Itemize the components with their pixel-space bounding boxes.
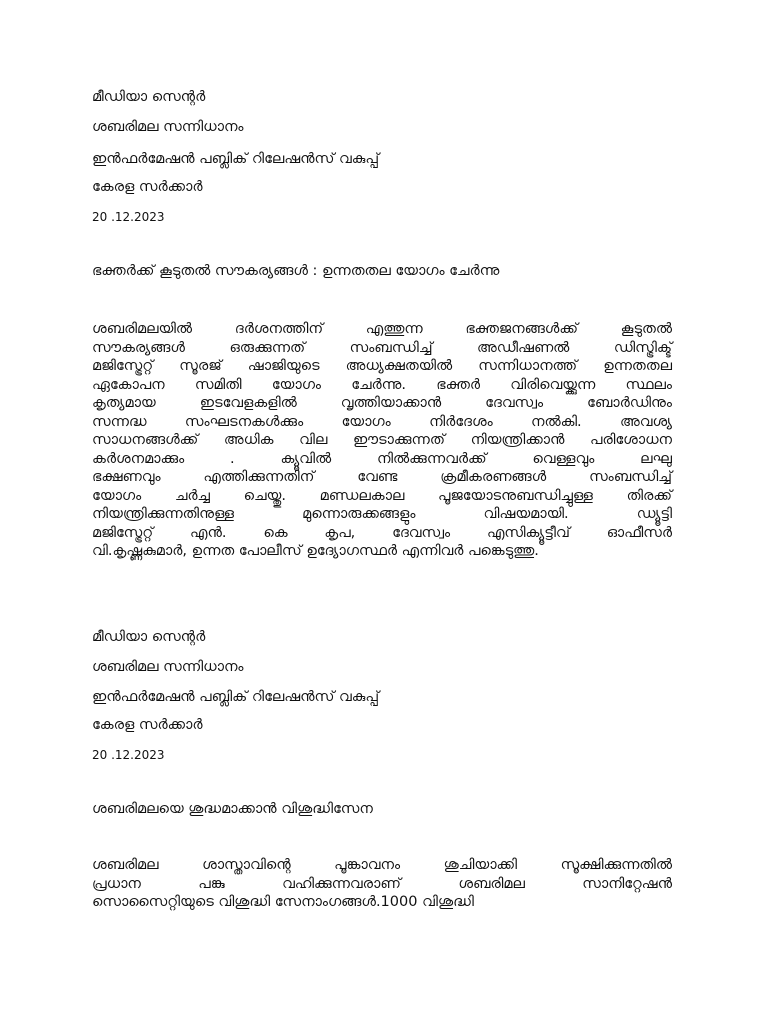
department-name: ഇൻഫർമേഷൻ പബ്ലിക് റിലേഷൻസ് വകുപ്പ്: [92, 689, 380, 705]
body-line: ശബരിമല ശാസ്താവിന്റെ പൂങ്കാവനം ശുചിയാക്കി സൂക്ഷിക്കുന്നതിൽ: [92, 857, 672, 873]
body-line: യോഗം ചർച്ച ചെയ്തു. മണ്ഡലകാല പൂജയോടനുബന്ധിച്ചുള്ള തിരക്ക്: [92, 487, 672, 504]
body-line: മജിസ്ട്രേറ്റ് സൂരജ് ഷാജിയുടെ അധ്യക്ഷതയിൽ സന്നിധാനത്ത് ഉന്നതതല: [92, 358, 672, 374]
body-line: മജിസ്ട്രേറ്റ് എൻ. കെ കൃപ, ദേവസ്വം എസിക്യൂട്ടീവ് ഓഫീസർ: [92, 524, 672, 541]
body-line: സാധനങ്ങൾക്ക് അധിക വില ഈടാക്കുന്നത് നിയന്ത്രിക്കാൻ പരിശോധന: [92, 432, 672, 448]
release-date: 20 .12.2023: [92, 748, 165, 762]
body-line: സൊസൈറ്റിയുടെ വിശുദ്ധി സേനാംഗങ്ങൾ.1000 വിശുദ്ധി: [92, 894, 474, 910]
news-headline: ശബരിമലയെ ശുദ്ധമാക്കാൻ വിശുദ്ധിസേന: [92, 801, 373, 817]
government-name: കേരള സർക്കാർ: [92, 179, 203, 195]
news-headline: ഭക്തർക്ക് കൂടുതൽ സൗകര്യങ്ങൾ : ഉന്നതതല യോഗം ചേർന്നു: [92, 263, 500, 279]
body-line: ഏകോപന സമിതി യോഗം ചേർന്നു. ഭക്തർ വിരിവെയ്ക്കുന്ന സ്ഥലം: [92, 376, 672, 393]
body-line: ഭക്ഷണവും എത്തിക്കുന്നതിന് വേണ്ട ക്രമീകരണങ്ങൾ സംബന്ധിച്ച്: [92, 469, 672, 485]
office-name: മീഡിയാ സെന്റർ: [92, 89, 206, 105]
office-location: ശബരിമല സന്നിധാനം: [92, 119, 244, 135]
department-name: ഇൻഫർമേഷൻ പബ്ലിക് റിലേഷൻസ് വകുപ്പ്: [92, 151, 380, 167]
body-line: ശബരിമലയിൽ ദർശനത്തിന് എത്തുന്ന ഭക്തജനങ്ങൾക്ക് കൂടുതൽ: [92, 321, 672, 337]
release-date: 20 .12.2023: [92, 210, 165, 224]
office-location: ശബരിമല സന്നിധാനം: [92, 659, 244, 675]
office-name: മീഡിയാ സെന്റർ: [92, 629, 206, 645]
body-line: സന്നദ്ധ സംഘടനകൾക്കും യോഗം നിർദേശം നൽകി. അവശ്യ: [92, 413, 672, 430]
body-line: പ്രധാന പങ്കു വഹിക്കുന്നവരാണ് ശബരിമല സാനിറ്റേഷൻ: [92, 875, 672, 892]
body-line: കർശനമാക്കും . ക്യൂവിൽ നിൽക്കുന്നവർക്ക് വെള്ളവും ലഘു: [92, 450, 672, 467]
body-line: സൗകര്യങ്ങൾ ഒരുക്കുന്നത് സംബന്ധിച്ച് അഡീഷണൽ ഡിസ്ട്രിക്ട്: [92, 339, 672, 356]
news-body: [92, 856, 672, 912]
body-line: കൃത്യമായ ഇടവേളകളിൽ വൃത്തിയാക്കാൻ ദേവസ്വം ബോർഡിനും: [92, 395, 672, 411]
body-line: വി.കൃഷ്ണകുമാർ, ഉന്നത പോലീസ് ഉദ്യോഗസ്ഥർ എന്നിവർ പങ്കെടുത്തു.: [92, 543, 539, 559]
news-body: [92, 320, 672, 561]
government-name: കേരള സർക്കാർ: [92, 717, 203, 733]
body-line: നിയന്ത്രിക്കുന്നതിനുള്ള മുന്നൊരുക്കങ്ങളും വിഷയമായി. ഡ്യൂട്ടി: [92, 506, 672, 522]
